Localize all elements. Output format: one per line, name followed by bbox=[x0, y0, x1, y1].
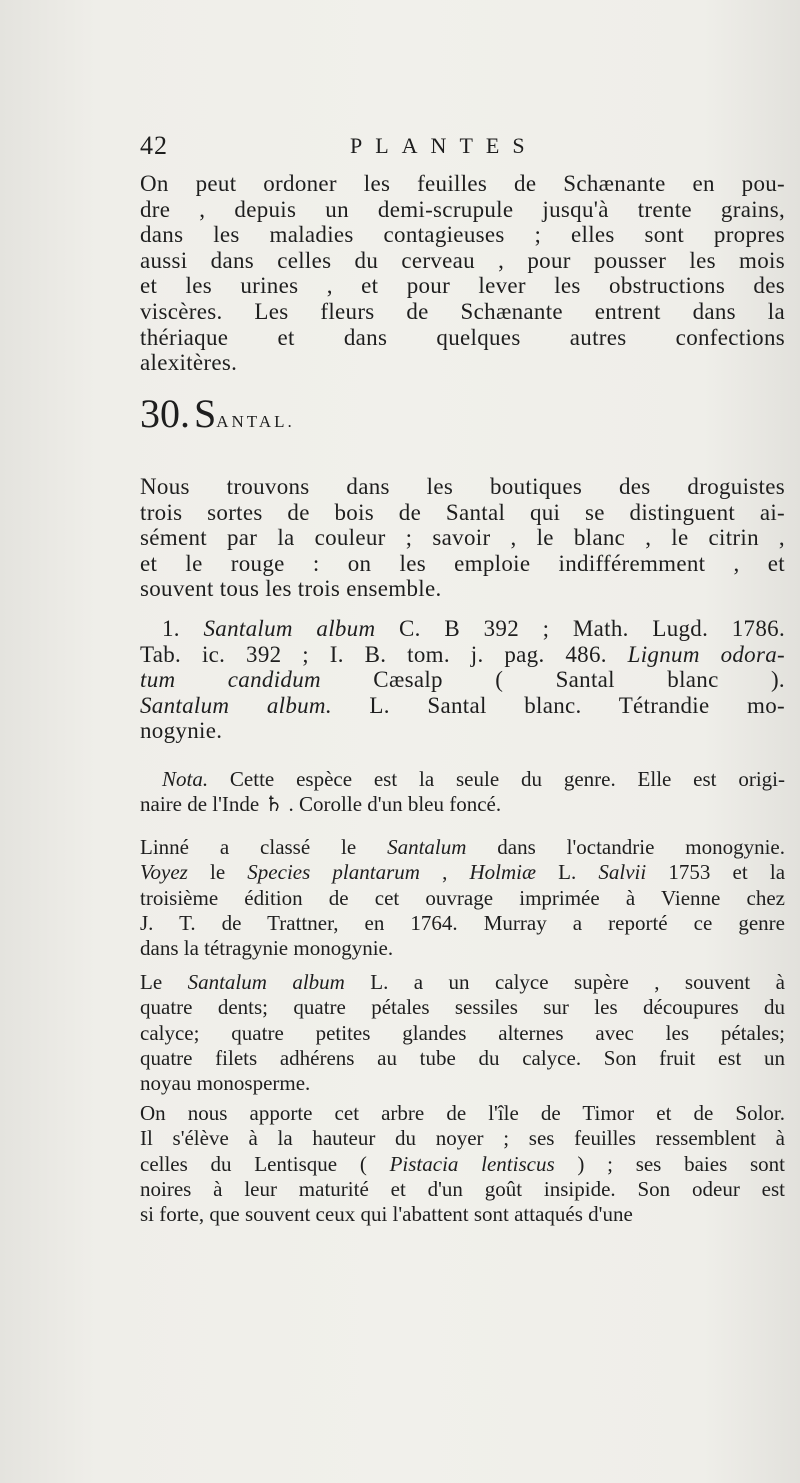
text-run: Le bbox=[140, 970, 188, 994]
text-run: noires à leur maturité et d'un goût insipide. Son odeur est bbox=[140, 1176, 785, 1201]
text-run: 1. bbox=[162, 616, 204, 641]
text-line bbox=[140, 1046, 785, 1071]
text-line bbox=[140, 1126, 785, 1151]
description-paragraph bbox=[140, 970, 785, 1096]
section-number: 30. bbox=[140, 391, 190, 436]
timor-paragraph bbox=[140, 1101, 785, 1227]
text-run: celles du Lentisque ( bbox=[140, 1151, 390, 1176]
italic-text: Holmiæ bbox=[469, 860, 537, 885]
text-run: noyau monosperme. bbox=[140, 1071, 311, 1096]
italic-text: Santalum album. bbox=[140, 692, 332, 718]
text-run: L. Santal blanc. Tétrandie mo- bbox=[331, 692, 785, 718]
text-run: calyce; quatre petites glandes alternes avec les pétales; bbox=[140, 1020, 785, 1045]
text-line bbox=[140, 835, 785, 860]
italic-text: Voyez bbox=[140, 860, 188, 885]
text-run: C. B 392 ; Math. Lugd. 1786. bbox=[375, 616, 786, 641]
italic-text: Lignum odora- bbox=[627, 641, 785, 667]
text-run: dans la tétragynie monogynie. bbox=[140, 936, 394, 961]
text-run: Cette espèce est la seule du genre. Elle est origi- bbox=[208, 767, 785, 791]
text-run: On nous apporte cet arbre de l'île de Timor et de Solor. bbox=[140, 1101, 785, 1125]
page-header bbox=[140, 131, 660, 163]
text-line: dans les maladies contagieuses ; elles sont propres bbox=[140, 222, 785, 248]
section-heading bbox=[140, 390, 295, 440]
text-line: alexitères. bbox=[140, 350, 238, 376]
text-run: si forte, que souvent ceux qui l'abattent sont attaqués d'une bbox=[140, 1202, 633, 1227]
text-run: Tab. ic. 392 ; I. B. tom. j. pag. 486. bbox=[140, 641, 628, 667]
italic-text: Santalum album bbox=[187, 970, 345, 994]
text-line bbox=[140, 767, 785, 792]
linne-paragraph bbox=[140, 835, 785, 961]
text-run: Il s'élève à la hauteur du noyer ; ses feuilles ressemblent à bbox=[140, 1126, 785, 1151]
text-line: et les urines , et pour lever les obstructions des bbox=[140, 273, 785, 299]
text-line bbox=[140, 995, 785, 1020]
text-run: Cæsalp ( Santal blanc ). bbox=[320, 667, 785, 693]
text-line bbox=[140, 667, 785, 693]
text-line: trois sortes de bois de Santal qui se distinguent ai- bbox=[140, 499, 785, 525]
text-line bbox=[140, 616, 785, 642]
section-title-initial: S bbox=[194, 391, 217, 436]
italic-text: Santalum album bbox=[203, 616, 376, 641]
text-line bbox=[140, 1071, 785, 1096]
italic-text: Species plantarum bbox=[247, 860, 420, 885]
text-line bbox=[140, 1101, 785, 1126]
text-line bbox=[140, 1021, 785, 1046]
text-run: troisième édition de cet ouvrage imprimée à Vienne chez bbox=[140, 885, 785, 910]
text-line bbox=[140, 970, 785, 995]
text-run: nogynie. bbox=[140, 718, 223, 744]
text-line bbox=[140, 911, 785, 936]
text-line bbox=[140, 936, 785, 961]
running-head: PLANTES bbox=[350, 133, 538, 158]
intro-paragraph bbox=[140, 171, 785, 376]
text-line: souvent tous les trois ensemble. bbox=[140, 576, 442, 602]
page-number: 42 bbox=[140, 131, 168, 160]
italic-text: Pistacia lentiscus bbox=[389, 1151, 555, 1176]
text-line bbox=[140, 718, 785, 744]
text-line bbox=[140, 860, 785, 885]
text-line: Nous trouvons dans les boutiques des droguistes bbox=[140, 474, 785, 499]
text-line: aussi dans celles du cerveau , pour pousser les mois bbox=[140, 247, 785, 273]
text-run: 1753 et la bbox=[646, 860, 786, 885]
text-run: quatre dents; quatre pétales sessiles sur les découpures du bbox=[140, 995, 785, 1020]
italic-text: Santalum bbox=[387, 835, 467, 859]
text-line bbox=[140, 792, 785, 817]
section-title-rest: ANTAL. bbox=[216, 412, 295, 431]
text-run: J. T. de Trattner, en 1764. Murray a reporté ce genre bbox=[140, 910, 785, 935]
text-run: L. a un calyce supère , souvent à bbox=[344, 970, 785, 994]
text-line bbox=[140, 886, 785, 911]
text-line bbox=[140, 1152, 785, 1177]
text-run: le bbox=[187, 860, 248, 885]
text-run: naire de l'Inde ♄ . Corolle d'un bleu foncé. bbox=[140, 792, 502, 817]
text-line: dre , depuis un demi-scrupule jusqu'à trente grains, bbox=[140, 196, 785, 222]
text-run: ) ; ses baies sont bbox=[554, 1151, 785, 1176]
text-line bbox=[140, 1177, 785, 1202]
text-line: viscères. Les fleurs de Schænante entrent dans la bbox=[140, 298, 785, 324]
text-line bbox=[140, 642, 785, 668]
italic-text: tum candidum bbox=[140, 667, 321, 693]
text-line: et le rouge : on les emploie indifféremment , et bbox=[140, 550, 785, 576]
text-line: thériaque et dans quelques autres confections bbox=[140, 324, 785, 350]
text-run: , bbox=[419, 860, 470, 885]
text-run: Linné a classé le bbox=[140, 835, 388, 859]
text-line bbox=[140, 1202, 785, 1227]
text-line: On peut ordoner les feuilles de Schænante en pou- bbox=[140, 171, 785, 196]
italic-text: Nota. bbox=[162, 767, 209, 791]
text-run: dans l'octandrie monogynie. bbox=[466, 835, 785, 859]
text-line bbox=[140, 693, 785, 719]
text-run: quatre filets adhérens au tube du calyce. Son fruit est un bbox=[140, 1045, 785, 1070]
italic-text: Salvii bbox=[598, 860, 647, 885]
text-run: L. bbox=[536, 860, 599, 885]
santal-intro-paragraph bbox=[140, 474, 785, 602]
species-paragraph bbox=[140, 616, 785, 744]
text-line: sément par la couleur ; savoir , le blanc , le citrin , bbox=[140, 525, 785, 551]
nota-paragraph bbox=[140, 767, 785, 818]
